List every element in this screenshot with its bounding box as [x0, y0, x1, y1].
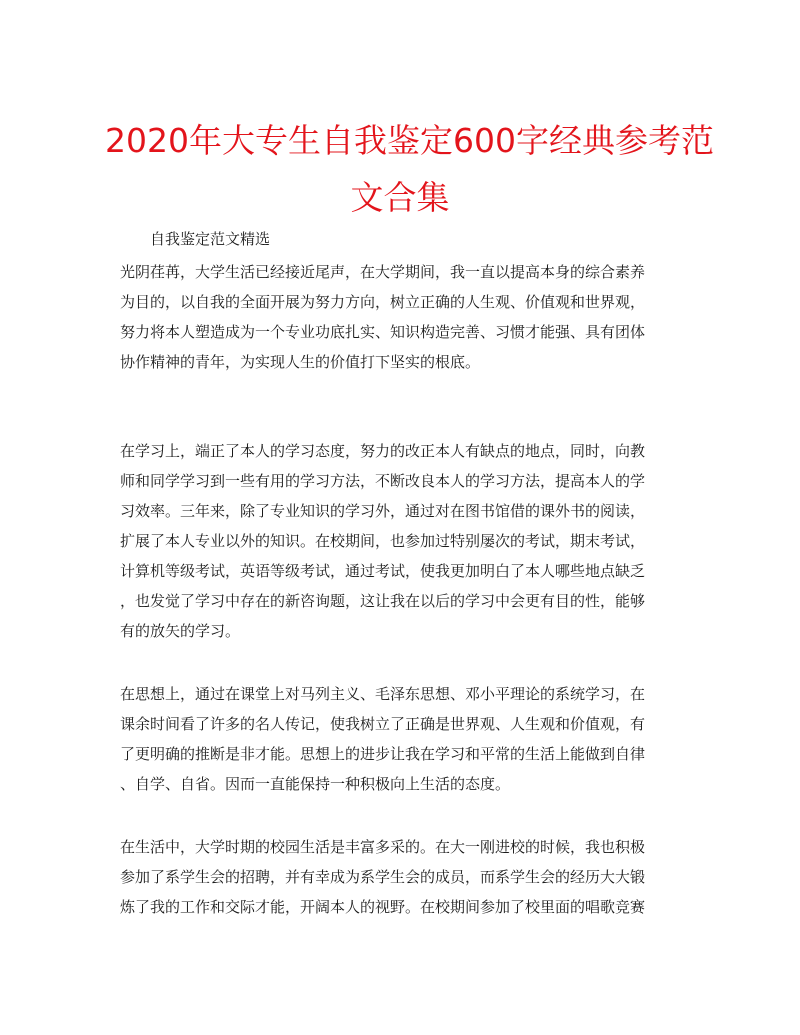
paragraph-line: 计算机等级考试，英语等级考试，通过考试，使我更加明白了本人哪些地点缺乏	[120, 562, 646, 580]
paragraph-line: 师和同学学习到一些有用的学习方法，不断改良本人的学习方法，提高本人的学	[120, 472, 646, 490]
paragraph-line: 为目的，以自我的全面开展为努力方向，树立正确的人生观、价值观和世界观，	[120, 293, 646, 311]
paragraph-line: 光阴荏苒，大学生活已经接近尾声，在大学期间，我一直以提高本身的综合素养	[120, 263, 646, 281]
document-subtitle: 自我鉴定范文精选	[150, 230, 271, 248]
paragraph-line: 努力将本人塑造成为一个专业功底扎实、知识构造完善、习惯才能强、具有团体	[120, 323, 646, 341]
paragraph-line: 习效率。三年来，除了专业知识的学习外，通过对在图书馆借的课外书的阅读，	[120, 502, 646, 520]
paragraph-line: 扩展了本人专业以外的知识。在校期间，也参加过特别屡次的考试，期末考试，	[120, 532, 646, 550]
paragraph-line: 协作精神的青年，为实现人生的价值打下坚实的根底。	[120, 353, 481, 371]
title-line: 2020年大专生自我鉴定600字经典参考范	[105, 121, 714, 160]
paragraph-line: 在思想上，通过在课堂上对马列主义、毛泽东思想、邓小平理论的系统学习，在	[120, 685, 646, 703]
document-title	[105, 112, 714, 226]
paragraph-line: 参加了系学生会的招聘，并有幸成为系学生会的成员，而系学生会的经历大大锻	[120, 868, 646, 886]
paragraph-line: 在生活中，大学时期的校园生活是丰富多采的。在大一刚进校的时候，我也积极	[120, 838, 646, 856]
title-line: 文合集	[350, 178, 450, 217]
paragraph-line: 课余时间看了许多的名人传记，使我树立了正确是世界观、人生观和价值观，有	[120, 715, 646, 733]
paragraph-line: ，也发觉了学习中存在的新咨询题，这让我在以后的学习中会更有目的性，能够	[120, 592, 646, 610]
paragraph-intro	[120, 257, 680, 377]
paragraph-study	[120, 436, 680, 646]
paragraph-line: 炼了我的工作和交际才能，开阔本人的视野。在校期间参加了校里面的唱歌竞赛	[120, 898, 646, 916]
paragraph-thought	[120, 679, 680, 799]
paragraph-line: 了更明确的推断是非才能。思想上的进步让我在学习和平常的生活上能做到自律	[120, 745, 646, 763]
paragraph-life	[120, 832, 680, 922]
paragraph-line: 有的放矢的学习。	[120, 622, 241, 640]
paragraph-line: 在学习上，端正了本人的学习态度，努力的改正本人有缺点的地点，同时，向教	[120, 442, 646, 460]
paragraph-line: 、自学、自省。因而一直能保持一种积极向上生活的态度。	[120, 775, 511, 793]
